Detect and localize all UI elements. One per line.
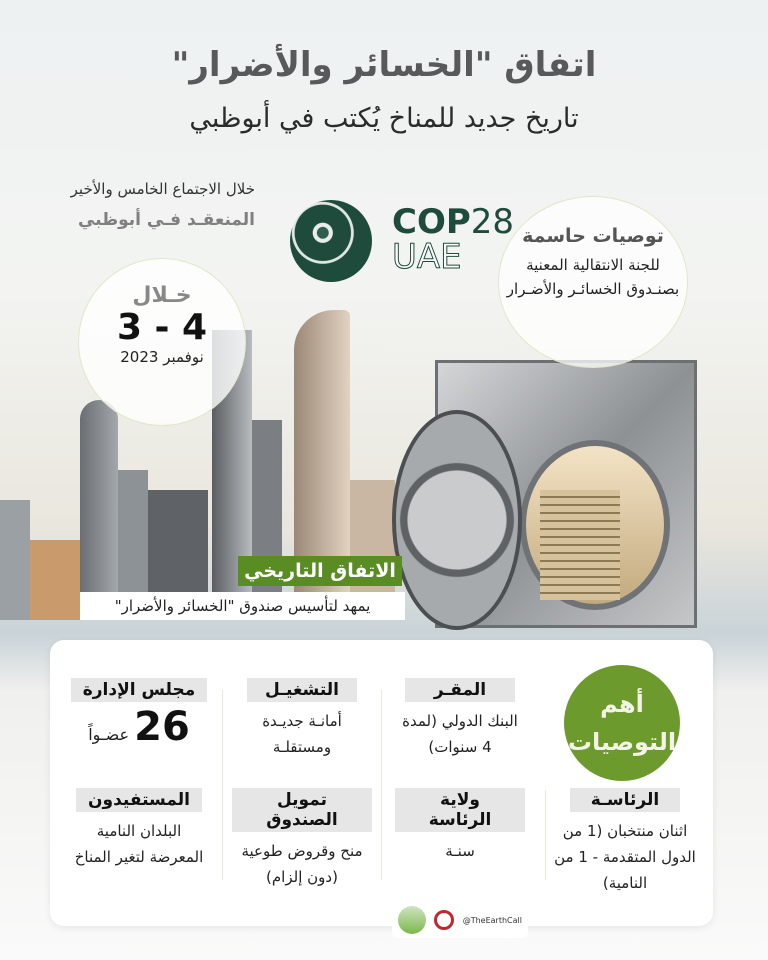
historic-agreement-label: الاتفاق التاريخي <box>238 556 402 586</box>
date-days: 3 - 4 <box>116 307 208 348</box>
recommendations-heading: توصيات حاسمة <box>522 225 664 247</box>
divider <box>545 790 546 880</box>
item-presidency <box>550 788 700 896</box>
alain-logo <box>434 910 454 930</box>
subtitle: تاريخ جديد للمناخ يُكتب في أبوظبي <box>189 103 579 134</box>
item-title: المقـر <box>405 678 515 702</box>
main-title: اتفاق "الخسائر والأضرار" <box>171 45 597 85</box>
item-title: تمويل الصندوق <box>232 788 372 832</box>
date-circle <box>78 258 246 426</box>
footer-logos <box>392 902 528 938</box>
meeting-line2: المنعقـد فـي أبوظبي <box>77 210 255 230</box>
item-term <box>395 788 525 864</box>
date-month: نوفمبر 2023 <box>120 348 204 366</box>
during-label: خـلال <box>132 283 192 308</box>
item-operation <box>232 678 372 760</box>
item-board <box>70 678 208 750</box>
vault-door <box>392 410 522 630</box>
badge-line1: أهم <box>600 690 644 718</box>
earth-call-logo <box>398 906 426 934</box>
item-title: مجلس الإدارة <box>71 678 208 702</box>
uae-logo-text: UAE <box>392 237 462 277</box>
item-text: أمانـة جديـدة ومستقلـة <box>262 712 342 756</box>
item-beneficiaries <box>70 788 208 870</box>
item-text: منح وقروض طوعية (دون إلزام) <box>241 842 363 886</box>
item-text: البنك الدولي (لمدة 4 سنوات) <box>402 712 518 756</box>
meeting-line1: خلال الاجتماع الخامس والأخير <box>70 180 255 198</box>
item-text: سنـة <box>445 842 475 860</box>
key-recommendations-badge <box>564 665 680 781</box>
divider <box>222 690 223 880</box>
board-unit: عضـواً <box>88 725 130 744</box>
divider <box>381 690 382 880</box>
fund-establishment-label: يمهد لتأسيس صندوق "الخسائر والأضرار" <box>80 592 405 620</box>
cop-text: COP <box>392 202 471 242</box>
item-text: البلدان النامية المعرضة لتغير المناخ <box>74 822 204 866</box>
item-title: المستفيدون <box>76 788 202 812</box>
badge-line2: التوصيات <box>567 728 677 756</box>
item-title: التشغيـل <box>247 678 357 702</box>
item-headquarters <box>395 678 525 760</box>
recommendations-body: للجنة الانتقالية المعنية بصنـدوق الخسائـر والأضـرار <box>506 256 680 298</box>
item-title: ولاية الرئاسة <box>395 788 525 832</box>
cop-num: 28 <box>470 202 515 242</box>
item-funding <box>232 788 372 890</box>
item-title: الرئاسـة <box>570 788 680 812</box>
item-text: اثنان منتخبان (1 من الدول المتقدمة - 1 من النامية) <box>554 822 696 892</box>
board-count: 26 <box>134 704 190 750</box>
social-handle: @TheEarthCall <box>462 915 522 925</box>
cop28-globe-logo <box>290 200 372 282</box>
recommendations-circle <box>498 196 688 368</box>
cop28-logo-text <box>392 202 515 242</box>
money-stacks <box>540 490 620 600</box>
